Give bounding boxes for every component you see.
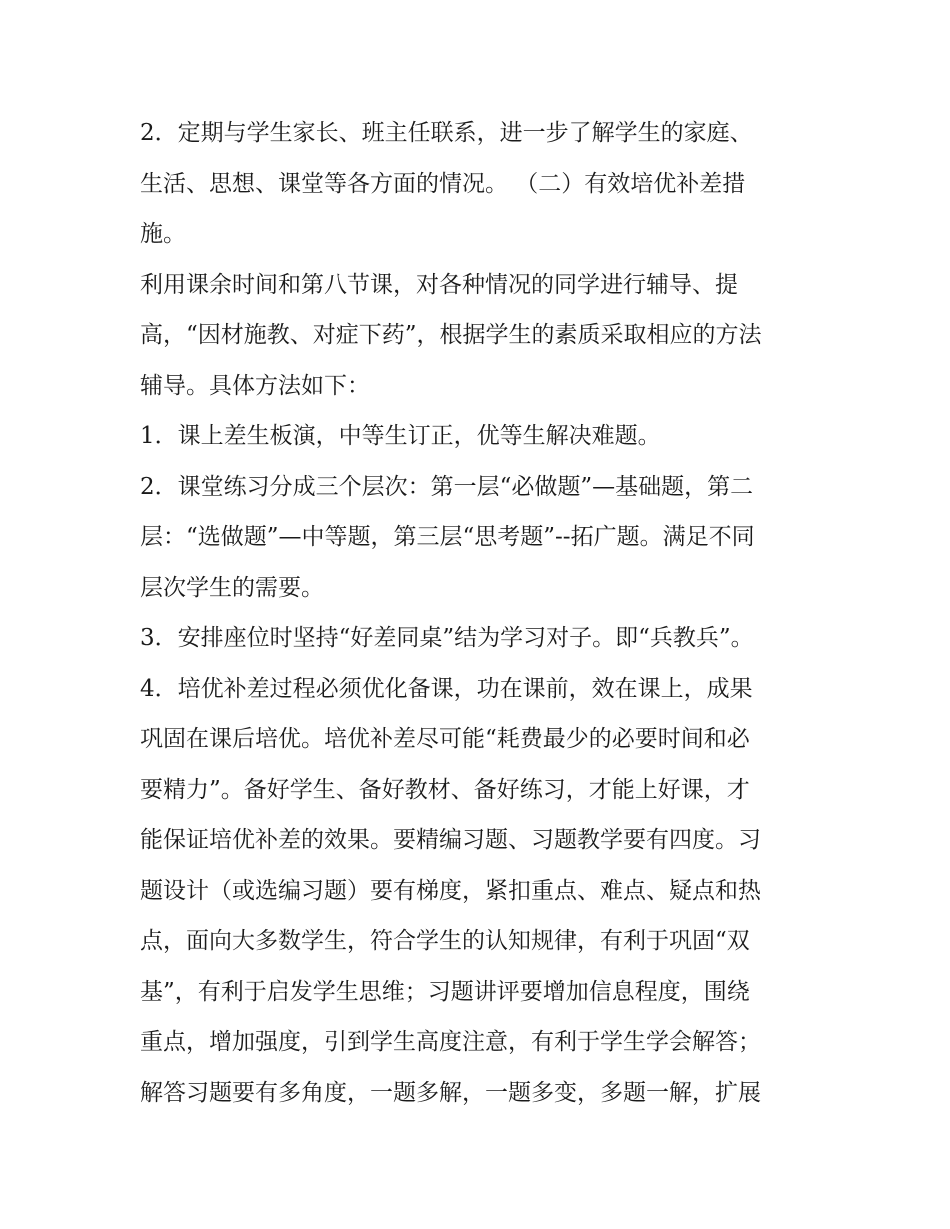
text-line: 能保证培优补差的效果。要精编习题、习题教学要有四度。习 [140, 827, 761, 853]
text-line: 高，“因材施教、对症下药”，根据学生的素质采取相应的方法 [140, 322, 762, 348]
text-line: 2．定期与学生家长、班主任联系，进一步了解学生的家庭、 [140, 120, 753, 146]
text-line: 施。 [140, 221, 186, 247]
text-line: 1．课上差生板演，中等生订正，优等生解决难题。 [140, 423, 661, 449]
text-line: 3．安排座位时坚持“好差同桌”结为学习对子。即“兵教兵”。 [140, 625, 754, 651]
text-line: 利用课余时间和第八节课，对各种情况的同学进行辅导、提 [140, 271, 738, 298]
text-line: 要精力”。备好学生、备好教材、备好练习，才能上好课，才 [140, 776, 750, 803]
text-line: 重点，增加强度，引到学生高度注意，有利于学生学会解答； [140, 1029, 761, 1055]
text-line: 点，面向大多数学生，符合学生的认知规律，有利于巩固“双 [140, 928, 750, 954]
document-body [140, 108, 820, 1118]
text-line: 层次学生的需要。 [140, 574, 324, 601]
text-line: 生活、思想、课堂等各方面的情况。 （二）有效培优补差措 [140, 170, 746, 197]
text-line: 题设计（或选编习题）要有梯度，紧扣重点、难点、疑点和热 [140, 877, 761, 904]
text-line: 辅导。具体方法如下： [140, 372, 370, 399]
text-line: 层：“选做题”—中等题，第三层“思考题”--拓广题。满足不同 [140, 524, 755, 550]
text-line: 2．课堂练习分成三个层次：第一层“必做题”—基础题，第二 [140, 473, 754, 500]
text-line: 基”，有利于启发学生思维；习题讲评要增加信息程度，围绕 [140, 978, 750, 1005]
text-line: 解答习题要有多角度，一题多解，一题多变，多题一解，扩展 [140, 1079, 761, 1106]
text-line: 巩固在课后培优。培优补差尽可能“耗费最少的必要时间和必 [140, 726, 750, 752]
text-line: 4．培优补差过程必须优化备课，功在课前，效在课上，成果 [140, 675, 753, 702]
